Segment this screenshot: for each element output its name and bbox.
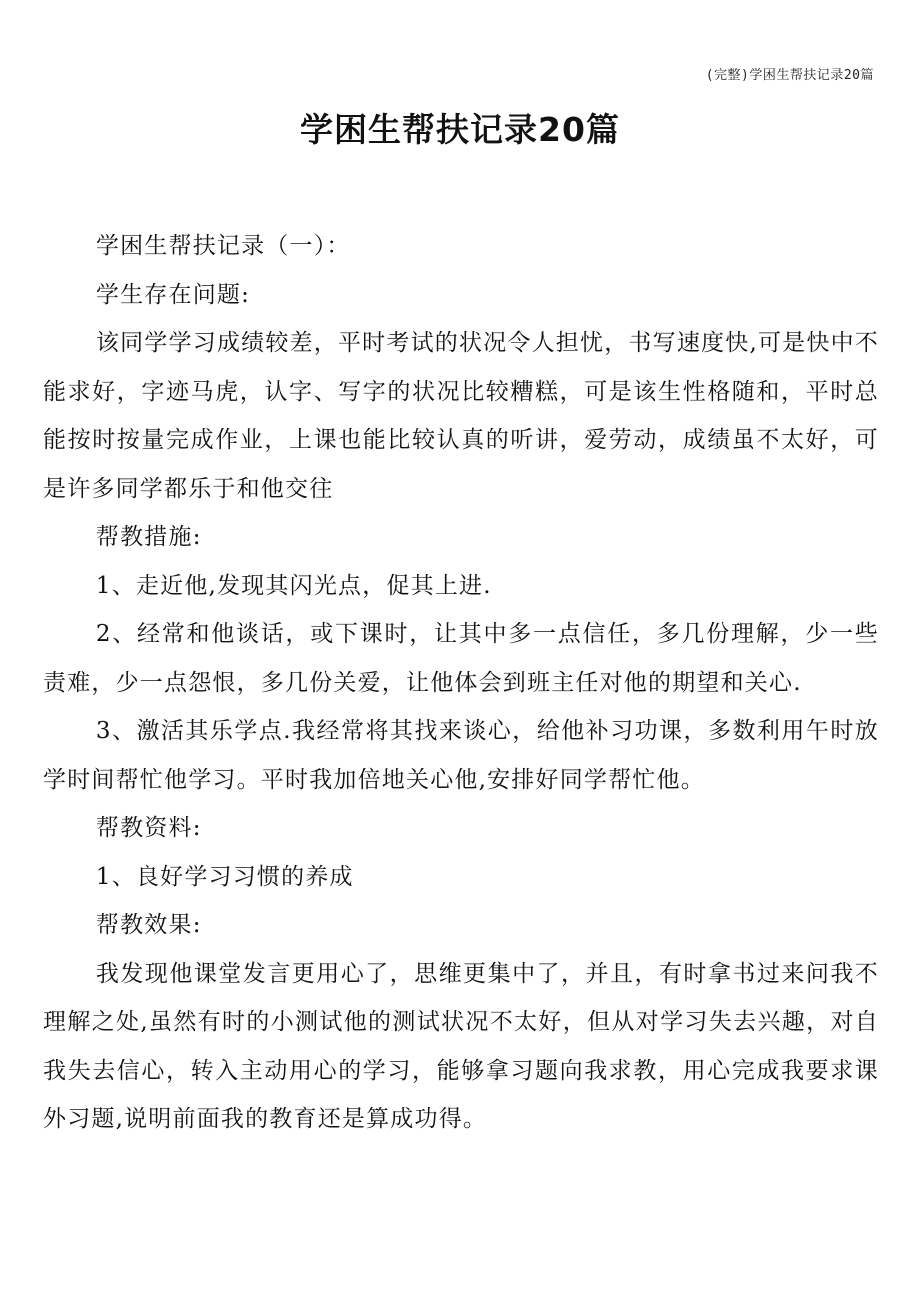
measure-item-3: 3、激活其乐学点.我经常将其找来谈心，给他补习功课，多数利用午时放学时间帮忙他学习。平时我加倍地关心他,安排好同学帮忙他。 <box>43 718 879 793</box>
running-header: (完整)学困生帮扶记录20篇 <box>705 68 874 83</box>
paragraph-problems: 该同学学习成绩较差，平时考试的状况令人担忧，书写速度快,可是快中不能求好，字迹马虎，认字、写字的状况比较糟糕，可是该生性格随和，平时总能按时按量完成作业，上课也能比较认真的听讲，爱劳动，成绩虽不太好，可是许多同学都乐于和他交往 <box>43 330 879 502</box>
document-body <box>43 222 879 1144</box>
subheading-measures: 帮教措施: <box>95 524 202 550</box>
paragraph-effects: 我发现他课堂发言更用心了，思维更集中了，并且，有时拿书过来问我不理解之处,虽然有时的小测试他的测试状况不太好，但从对学习失去兴趣，对自我失去信心，转入主动用心的学习，能够拿习题向我求教，用心完成我要求课外习题,说明前面我的教育还是算成功得。 <box>43 960 879 1132</box>
measure-item-2: 2、经常和他谈话，或下课时，让其中多一点信任，多几份理解，少一些责难，少一点怨恨，多几份关爱，让他体会到班主任对他的期望和关心. <box>43 621 879 696</box>
section-heading: 学困生帮扶记录（一）： <box>95 233 351 259</box>
subheading-problems: 学生存在问题: <box>95 281 251 308</box>
subheading-materials: 帮教资料: <box>95 815 202 841</box>
measure-item-1: 1、走近他,发现其闪光点，促其上进. <box>95 572 492 599</box>
subheading-effects: 帮教效果: <box>95 912 202 938</box>
document-title: 学困生帮扶记录20篇 <box>300 110 620 149</box>
material-item-1: 1、良好学习习惯的养成 <box>95 863 354 890</box>
